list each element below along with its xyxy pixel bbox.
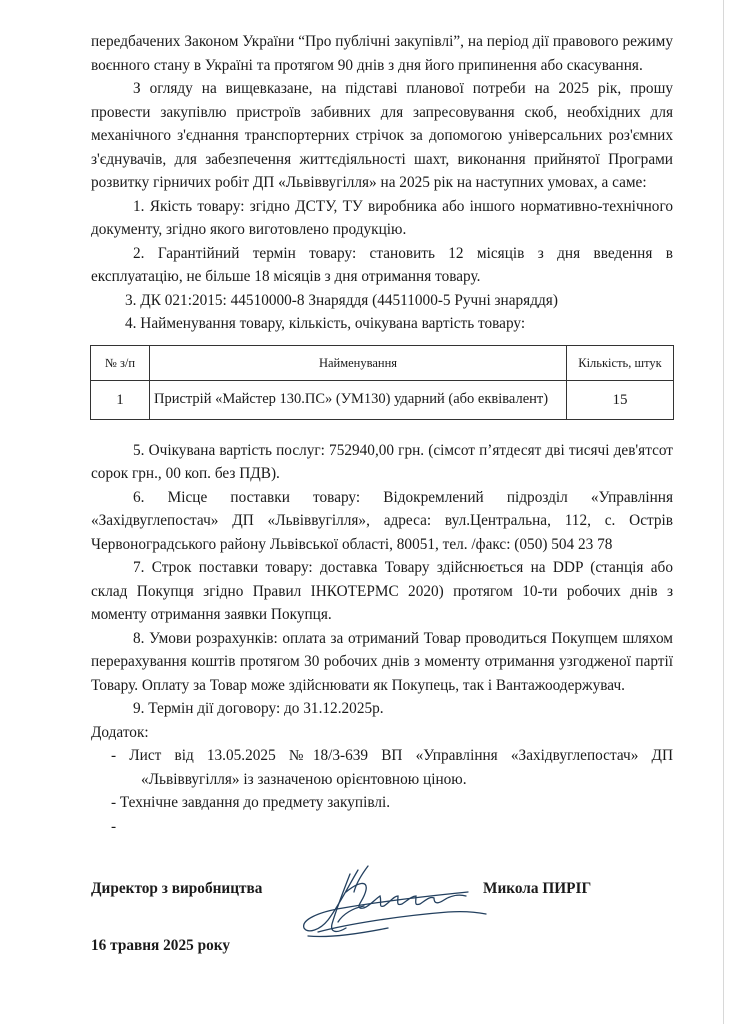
header-quantity: Кількість, штук (567, 345, 674, 380)
attachment-item: - (111, 817, 117, 835)
page-edge-line (723, 0, 724, 1024)
condition-item-5: 5. Очікувана вартість послуг: 752940,00 грн. (сімсот п’ятдесят дві тисячі дев'ятсот сорок грн., 00 коп. без ПДВ). (91, 441, 673, 482)
handwritten-signature (298, 862, 490, 944)
signatory-position: Директор з виробництва (91, 880, 263, 897)
header-number: № з/п (91, 345, 150, 380)
letter-body (91, 30, 673, 838)
request-paragraph: З огляду на вищевказане, на підставі планової потреби на 2025 рік, прошу провести закупівлю пристроїв забивних для запресовування скоб, необхідних для механічного з'єднання транспортерних стрічок за допомогою універсальних роз'ємних з'єднувачів, для забезпечення життєдіяльності шахт, виконання прийнятої Програми розвитку гірничих робіт ДП «Львіввугілля» на 2025 рік на наступних умовах, а саме: (91, 80, 673, 191)
condition-item-6: 6. Місце поставки товару: Відокремлений підрозділ «Управління «Західвуглепостач» ДП «Львіввугілля», адреса: вул.Центральна, 112, с. Острів Червоноградського району Львівської області, 80051, тел. /факс: (050) 504 23 78 (91, 488, 673, 553)
condition-item-3: 3. ДК 021:2015: 44510000-8 Знаряддя (44511000-5 Ручні знаряддя) (125, 291, 558, 309)
document-date: 16 травня 2025 року (91, 937, 230, 954)
signature-block (91, 880, 611, 898)
attachment-item: - Технічне завдання до предмету закупівлі. (111, 794, 391, 811)
attachments-label: Додаток: (91, 723, 149, 741)
row-quantity: 15 (567, 380, 674, 419)
condition-item-7: 7. Строк поставки товару: доставка Товару здійснюється на DDP (станція або склад Покупця згідно Правил ІНКОТЕРМС 2020) протягом 10-ти робочих днів з моменту отримання заявки Покупця. (91, 559, 673, 623)
signatory-name: Микола ПИРІГ (483, 880, 592, 897)
header-name: Найменування (150, 345, 567, 380)
table-row (91, 380, 674, 419)
condition-item-2: 2. Гарантійний термін товару: становить 12 місяців з дня введення в експлуатацію, не більше 18 місяців з дня отримання товару. (91, 244, 673, 285)
table-header-row (91, 345, 674, 380)
intro-continuation: передбачених Законом України “Про публічні закупівлі”, на період дії правового режиму воєнного стану в Україні та протягом 90 днів з дня його припинення або скасування. (91, 33, 673, 74)
condition-item-1: 1. Якість товару: згідно ДСТУ, ТУ виробника або іншого нормативно-технічного документу, згідно якого виготовлено продукцію. (91, 197, 673, 238)
condition-item-4: 4. Найменування товару, кількість, очікувана вартість товару: (125, 315, 526, 332)
condition-item-8: 8. Умови розрахунків: оплата за отриманий Товар проводиться Покупцем шляхом перерахування коштів протягом 30 робочих днів з моменту отримання узгодженої партії Товару. Оплату за Товар може здійснювати як Покупець, так і Вантажоодержувач. (91, 629, 673, 694)
row-name: Пристрій «Майстер 130.ПС» (УМ130) ударний (або еквівалент) (150, 380, 567, 419)
condition-item-9: 9. Термін дії договору: до 31.12.2025р. (133, 700, 384, 717)
goods-table (90, 345, 674, 420)
row-number: 1 (91, 380, 150, 419)
attachment-item: - Лист від 13.05.2025 №18/3-639 ВП «Управління «Західвуглепостач» ДП «Львіввугілля» із зазначеною орієнтовною ціною. (111, 747, 673, 788)
